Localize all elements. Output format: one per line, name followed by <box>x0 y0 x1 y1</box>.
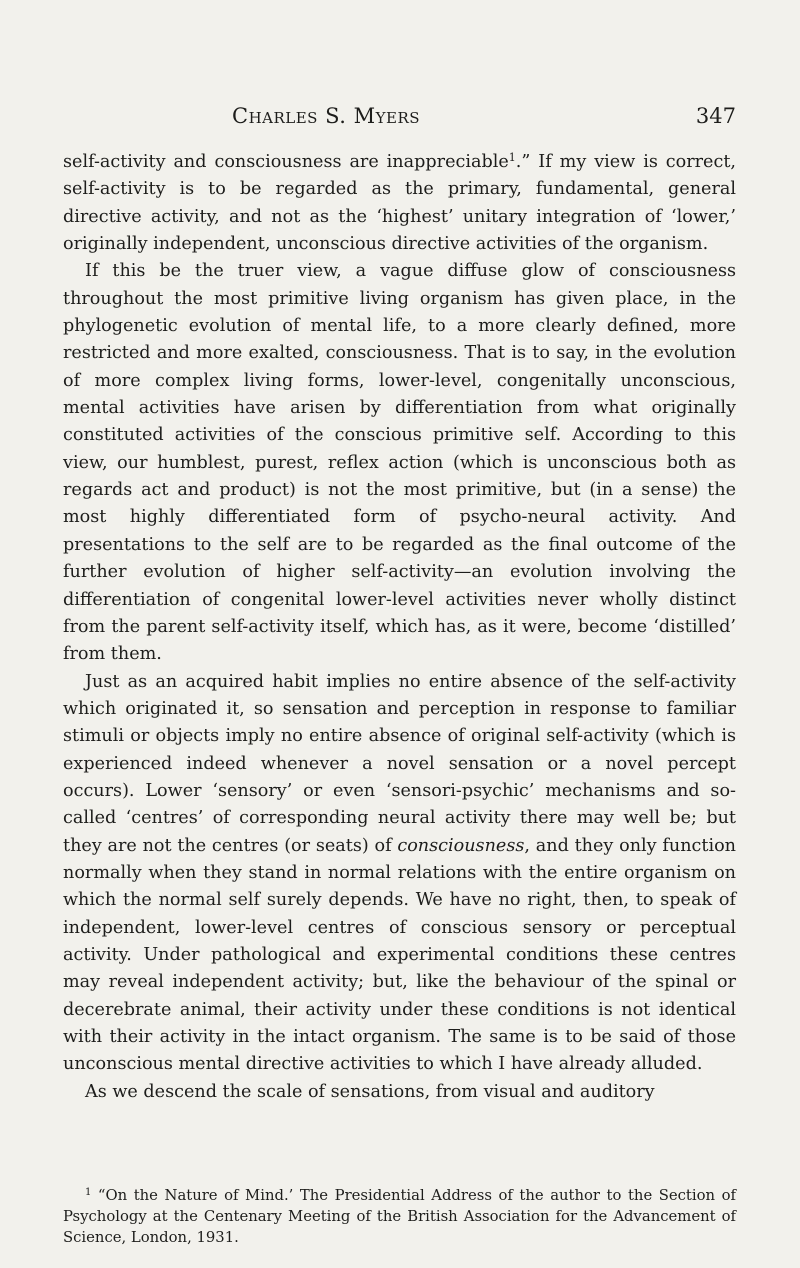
paragraph-4: As we descend the scale of sensations, from visual and auditory <box>85 1081 655 1102</box>
page-number: 347 <box>695 104 736 128</box>
running-head: Charles S. Myers <box>232 104 421 128</box>
footnote <box>63 1185 736 1248</box>
paragraph-1-text-a: self-activity and consciousness are inappreciable <box>63 152 509 172</box>
paragraph-3-emphasis: consciousness <box>397 835 525 856</box>
footnote-reference-mark: 1 <box>508 151 516 164</box>
paragraph-3-text-a: Just as an acquired habit implies no entire absence of the self-activity which originated it, so sensation and perception in response to familiar stimuli or objects imply no entire absence of original self-activity (which is experienced indeed whenever a novel sensation or a novel percept occurs). Lower ‘sensory’ or even ‘sensori-psychic’ mechanisms and so-called ‘centres’ of corresponding neural activity there may well be; but they are not the centres (or seats) of <box>63 671 736 856</box>
page-header <box>232 104 736 132</box>
footnote-marker: 1 <box>85 1187 92 1198</box>
paragraph-3-text-b: , and they only function normally when they stand in normal relations with the entire organism on which the normal self surely depends. We have no right, then, to speak of independent, lower-level centres of conscious sensory or perceptual activity. Under pathological and experimental conditions these centres may reveal independent activity; but, like the behaviour of the spinal or decerebrate animal, their activity under these conditions is not identical with their activity in the intact organism. The same is to be said of those unconscious mental directive activities to which I have already alluded. <box>63 835 736 1075</box>
footnote-text: “On the Nature of Mind.’ The Presidential Address of the author to the Section of Psychology at the Centenary Meeting of the British Association for the Advancement of Science, London, 1931. <box>63 1187 736 1246</box>
paragraph-1 <box>63 149 736 258</box>
paragraph-1-text-b: .” If my view is correct, self-activity is to be regarded as the primary, fundamental, general directive activity, and not as the ‘highest’ unitary integration of ‘lower,’ originally independent, unconscious directive activities of the organism. <box>63 152 736 255</box>
paragraph-3 <box>63 669 736 1079</box>
body-text <box>63 149 736 1106</box>
paragraph-2: If this be the truer view, a vague diffuse glow of consciousness throughout the most primitive living organism has given place, in the phylogenetic evolution of mental life, to a more clearly defined, more restricted and more exalted, consciousness. That is to say, in the evolution of more complex living forms, lower-level, congenitally unconscious, mental activities have arisen by differentiation from what originally constituted activities of the conscious primitive self. According to this view, our humblest, purest, reflex action (which is unconscious both as regards act and product) is not the most primitive, but (in a sense) the most highly differentiated form of psycho-neural activity. And presentations to the self are to be regarded as the final outcome of the further evolution of higher self-activity—an evolution involving the differentiation of congenital lower-level activities never wholly distinct from the parent self-activity itself, which has, as it were, become ‘distilled’ from them. <box>63 261 736 665</box>
